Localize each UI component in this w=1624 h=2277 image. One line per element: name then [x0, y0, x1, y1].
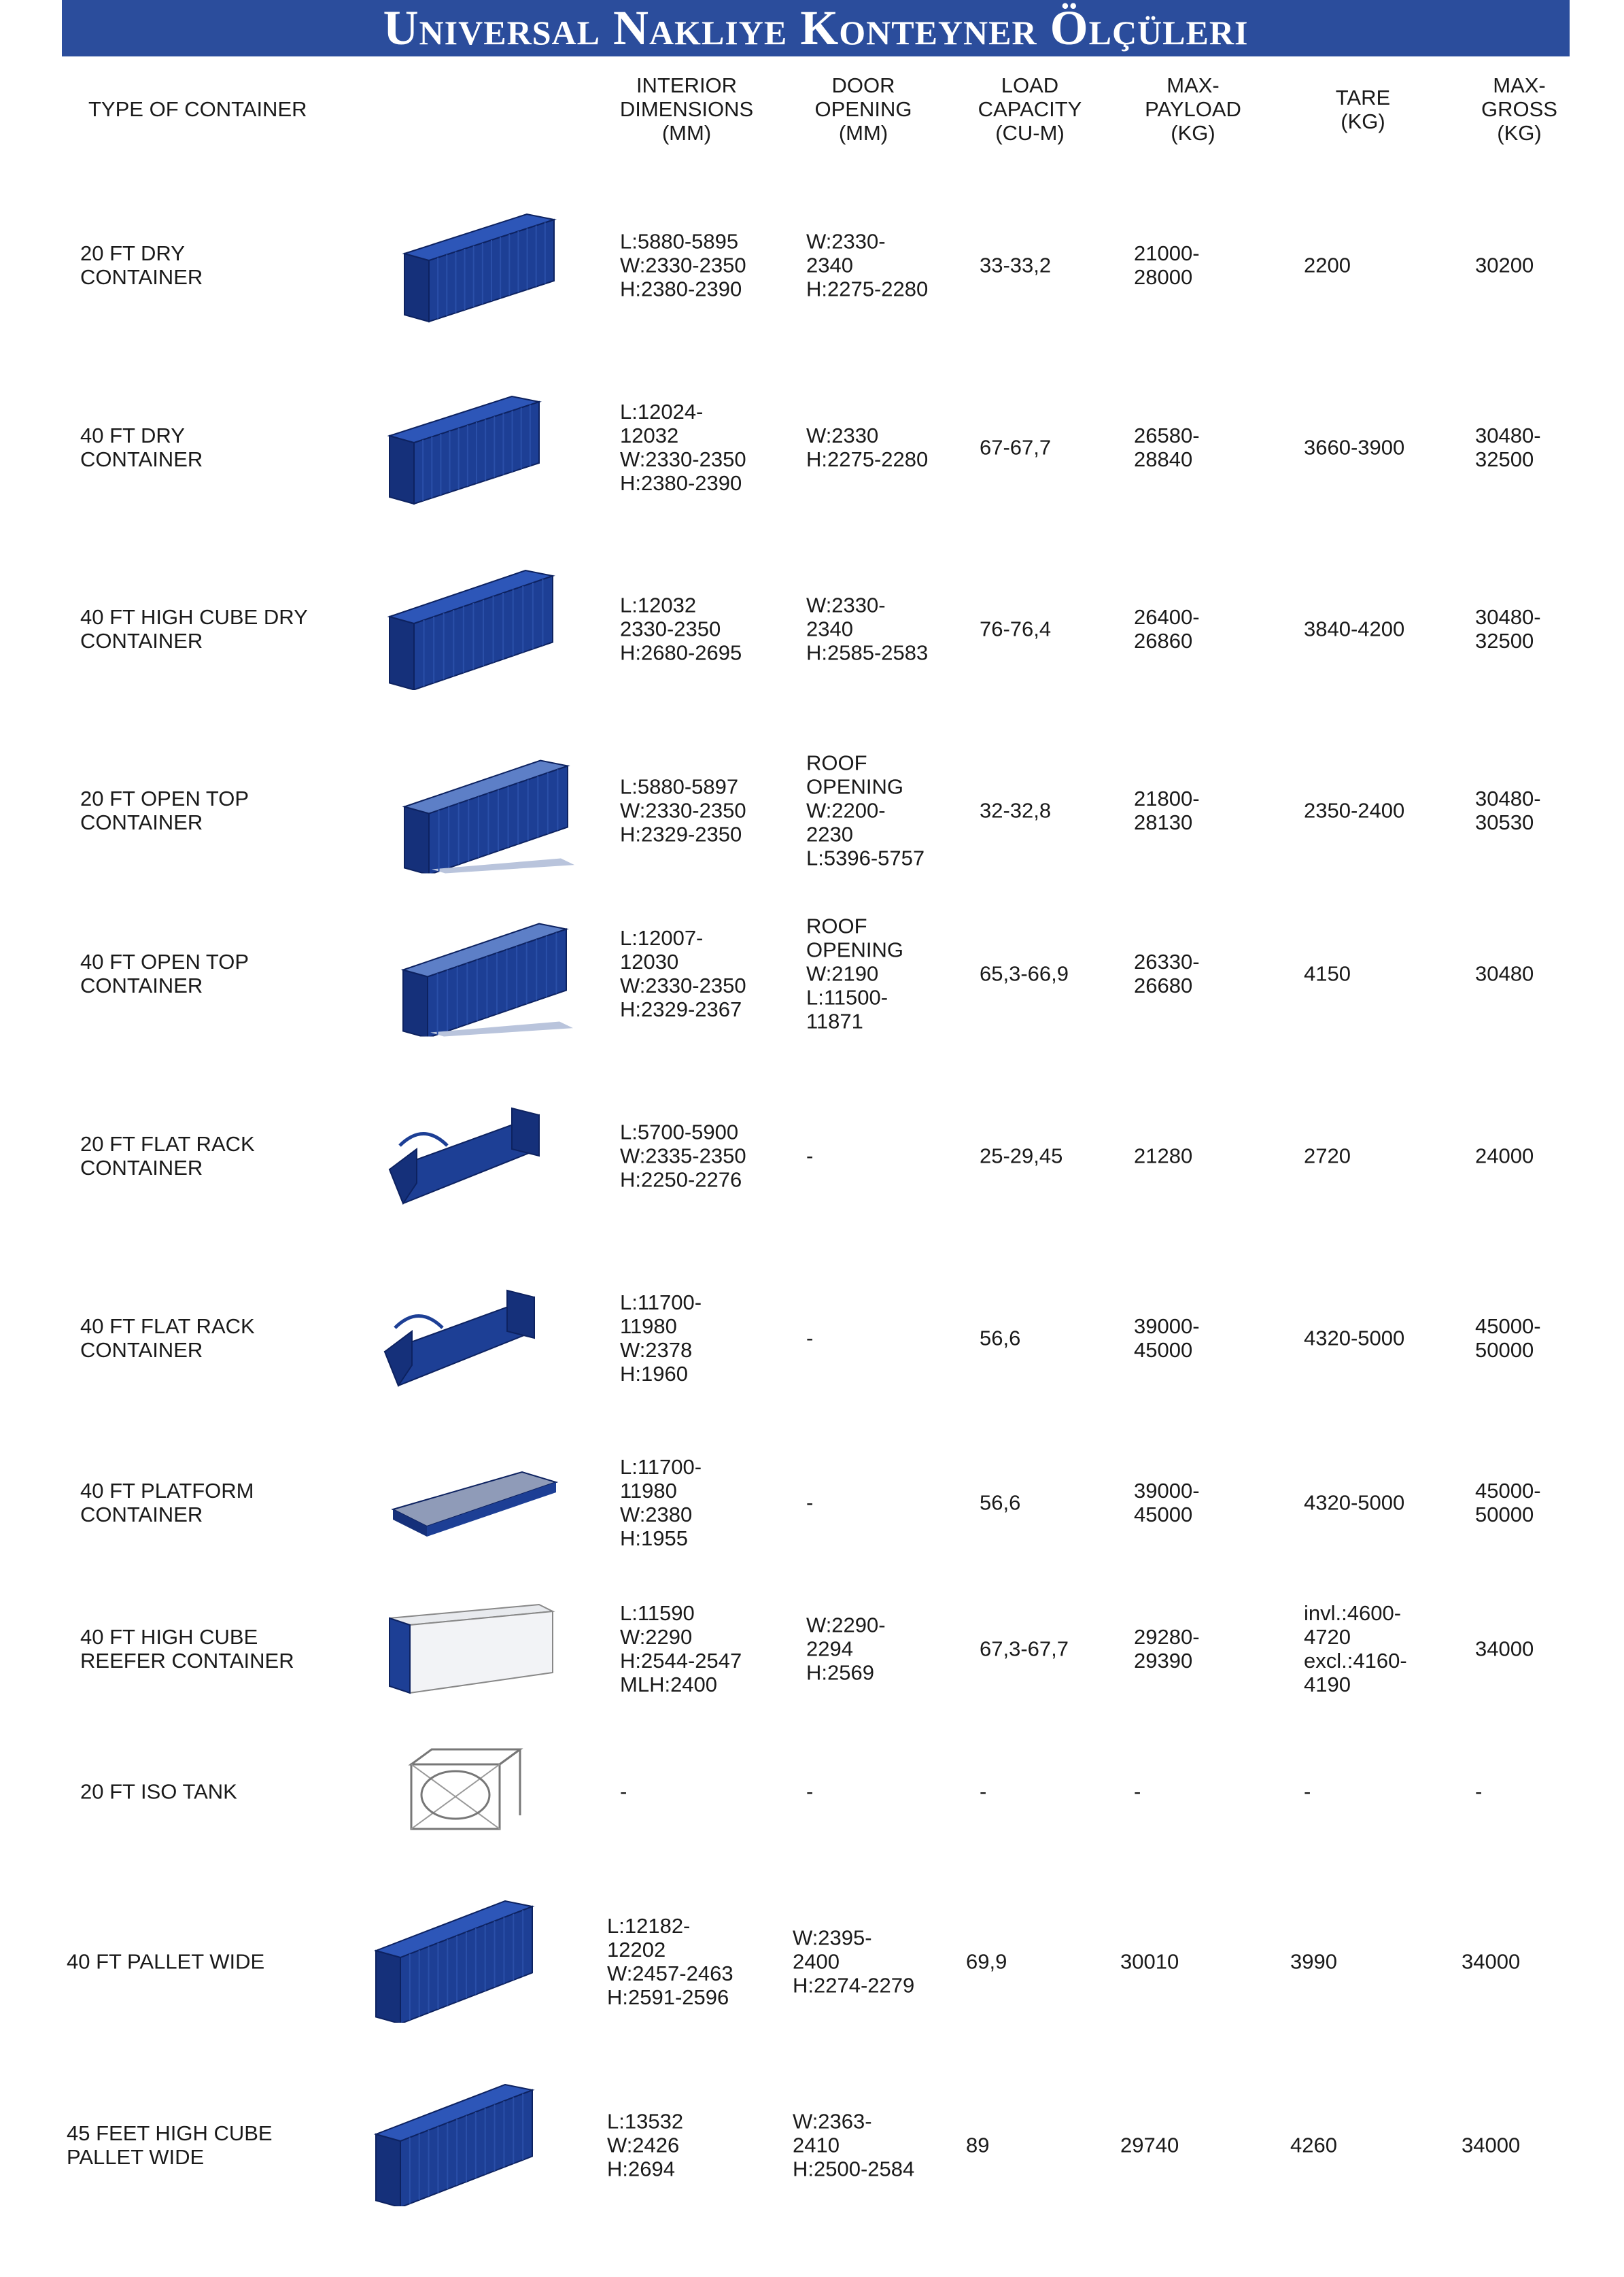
cell-door [806, 1326, 813, 1350]
interior-line: H:2329-2367 [620, 997, 742, 1021]
door-line: H:2275-2280 [806, 277, 929, 301]
type-line: REEFER CONTAINER [80, 1649, 294, 1673]
cell-load [980, 254, 1051, 277]
interior-line: 12202 [607, 1938, 666, 1962]
door-line: H:2585-2583 [806, 640, 929, 665]
type-line: CONTAINER [80, 1503, 203, 1526]
load-line: - [980, 1779, 987, 1804]
cell-interior [620, 1780, 627, 1804]
interior-line: W:2426 [607, 2133, 680, 2157]
pallet-wide-container-icon [369, 2084, 539, 2206]
gross-line: 45000- [1475, 1479, 1541, 1503]
cell-type [80, 1132, 255, 1180]
cell-load [980, 617, 1051, 641]
door-line: ROOF [806, 914, 867, 938]
type-line: 40 FT FLAT RACK [80, 1314, 255, 1338]
header-max-gross: MAX- GROSS (KG) [1481, 73, 1557, 145]
gross-line: 45000- [1475, 1314, 1541, 1338]
cell-tare [1304, 436, 1404, 460]
door-line: - [806, 1779, 814, 1804]
door-line: OPENING [806, 938, 903, 962]
type-line: 45 FEET HIGH CUBE [67, 2121, 273, 2145]
interior-line: H:2380-2390 [620, 277, 742, 301]
tare-line: 4190 [1304, 1673, 1351, 1696]
cell-interior [620, 1290, 702, 1386]
cell-type [80, 424, 203, 471]
door-line: W:2200- [806, 798, 886, 823]
interior-line: W:2457-2463 [607, 1962, 733, 1985]
door-line: 2340 [806, 617, 853, 641]
tare-line: - [1304, 1779, 1311, 1804]
payload-line: 26680 [1134, 974, 1193, 997]
high-cube-container-icon [383, 568, 559, 690]
interior-line: W:2330-2350 [620, 447, 746, 471]
type-line: CONTAINER [80, 265, 203, 289]
interior-line: H:2544-2547 [620, 1649, 742, 1673]
type-line: CONTAINER [80, 1156, 203, 1180]
payload-line: 29740 [1120, 2133, 1179, 2157]
cell-payload [1134, 1479, 1200, 1526]
interior-line: H:2694 [607, 2157, 675, 2181]
reefer-container-icon [383, 1598, 559, 1700]
cell-gross [1475, 1144, 1534, 1168]
payload-line: 45000 [1134, 1503, 1193, 1526]
cell-load [980, 436, 1051, 460]
open-top-container-icon [398, 748, 574, 874]
cell-payload [1120, 1950, 1179, 1974]
cell-gross [1475, 787, 1541, 834]
cell-interior [607, 2110, 683, 2181]
cell-payload [1134, 424, 1200, 471]
interior-line: H:1955 [620, 1526, 688, 1550]
door-line: OPENING [806, 774, 903, 799]
interior-line: W:2335-2350 [620, 1144, 746, 1168]
cell-gross [1475, 1479, 1541, 1526]
header-door-opening: DOOR OPENING (MM) [814, 73, 912, 145]
cell-door [806, 594, 928, 665]
cell-load [980, 1144, 1062, 1168]
load-line: 76-76,4 [980, 617, 1052, 641]
cell-gross [1462, 2134, 1520, 2157]
door-line: H:2274-2279 [793, 1973, 915, 1998]
cell-tare [1304, 1326, 1404, 1350]
gross-line: 50000 [1475, 1503, 1534, 1526]
interior-line: 11980 [620, 1479, 677, 1503]
load-line: 65,3-66,9 [980, 961, 1069, 986]
load-line: 67,3-67,7 [980, 1637, 1069, 1661]
interior-line: W:2330-2350 [620, 798, 746, 823]
payload-line: 39000- [1134, 1479, 1200, 1503]
cell-type [80, 1625, 294, 1673]
type-line: CONTAINER [80, 1338, 203, 1362]
cell-tare [1290, 1950, 1337, 1974]
cell-interior [620, 926, 746, 1021]
pallet-wide-container-icon [369, 1900, 539, 2023]
cell-gross [1475, 605, 1541, 653]
cell-payload [1134, 605, 1200, 653]
cell-interior [620, 1601, 742, 1696]
interior-line: H:2680-2695 [620, 640, 742, 665]
gross-line: 30200 [1475, 253, 1534, 277]
payload-line: 30010 [1120, 1949, 1179, 1974]
dry-container-icon [383, 390, 546, 505]
door-line: 2400 [793, 1949, 840, 1974]
cell-tare [1304, 1780, 1311, 1804]
gross-line: 50000 [1475, 1338, 1534, 1362]
door-line: - [806, 1326, 814, 1350]
gross-line: 32500 [1475, 447, 1534, 471]
cell-door [806, 230, 928, 301]
payload-line: 28000 [1134, 265, 1193, 289]
gross-line: 30480- [1475, 605, 1541, 629]
flat-rack-container-icon [376, 1101, 553, 1210]
cell-type [80, 1479, 254, 1526]
cell-gross [1475, 1780, 1482, 1804]
header-max-payload: MAX- PAYLOAD (KG) [1145, 73, 1241, 145]
payload-line: 26400- [1134, 605, 1200, 629]
payload-line: 28130 [1134, 810, 1193, 834]
cell-gross [1475, 254, 1534, 277]
platform-container-icon [386, 1465, 563, 1540]
type-line: 40 FT HIGH CUBE [80, 1625, 258, 1649]
interior-line: L:13532 [607, 2109, 684, 2134]
cell-load [980, 1637, 1069, 1661]
gross-line: - [1475, 1779, 1483, 1804]
cell-tare [1304, 799, 1404, 823]
interior-line: MLH:2400 [620, 1673, 718, 1696]
type-line: 20 FT DRY [80, 241, 185, 265]
payload-line: 28840 [1134, 447, 1193, 471]
cell-payload [1134, 1144, 1192, 1168]
door-line: 2410 [793, 2133, 840, 2157]
cell-interior [620, 775, 746, 846]
tare-line: 4260 [1290, 2133, 1337, 2157]
cell-payload [1134, 787, 1200, 834]
door-line: W:2290- [806, 1613, 886, 1637]
open-top-container-icon [396, 911, 573, 1037]
load-line: 69,9 [966, 1949, 1007, 1974]
payload-line: 21000- [1134, 241, 1200, 265]
type-line: CONTAINER [80, 447, 203, 471]
interior-line: 2330-2350 [620, 617, 721, 641]
interior-line: 12030 [620, 950, 679, 974]
cell-gross [1475, 962, 1534, 986]
header-load-capacity: LOAD CAPACITY (CU-M) [978, 73, 1082, 145]
door-line: H:2275-2280 [806, 447, 929, 471]
interior-line: 12032 [620, 424, 679, 447]
interior-line: L:5880-5895 [620, 229, 739, 254]
interior-line: H:2250-2276 [620, 1167, 742, 1192]
door-line: - [806, 1144, 814, 1168]
interior-line: L:12007- [620, 926, 704, 950]
cell-type [67, 1950, 264, 1974]
cell-door [806, 914, 903, 1033]
gross-line: 30480- [1475, 787, 1541, 810]
cell-tare [1304, 1144, 1351, 1168]
tare-line: 4150 [1304, 961, 1351, 986]
cell-interior [620, 230, 746, 301]
header-interior-dimensions: INTERIOR DIMENSIONS (MM) [619, 73, 754, 145]
cell-tare [1304, 962, 1351, 986]
cell-interior [607, 1914, 733, 2009]
gross-line: 34000 [1475, 1637, 1534, 1661]
load-line: 33-33,2 [980, 253, 1052, 277]
gross-line: 30480 [1475, 961, 1534, 986]
interior-line: L:11700- [620, 1455, 702, 1479]
cell-door [806, 1144, 813, 1168]
header-tare: TARE (KG) [1335, 86, 1391, 133]
gross-line: 30530 [1475, 810, 1534, 834]
door-line: H:2569 [806, 1660, 874, 1685]
cell-door [806, 1613, 886, 1685]
cell-type [80, 787, 249, 834]
door-line: W:2330- [806, 229, 886, 254]
interior-line: 11980 [620, 1314, 677, 1338]
interior-line: L:11590 [620, 1601, 695, 1625]
cell-tare [1304, 1491, 1404, 1515]
cell-type [80, 605, 308, 653]
payload-line: 26580- [1134, 424, 1200, 447]
type-line: CONTAINER [80, 810, 203, 834]
load-line: 25-29,45 [980, 1144, 1063, 1168]
load-line: 56,6 [980, 1326, 1021, 1350]
cell-door [806, 751, 925, 870]
gross-line: 24000 [1475, 1144, 1534, 1168]
load-line: 89 [966, 2133, 990, 2157]
flat-rack-container-icon [371, 1284, 548, 1392]
gross-line: 34000 [1462, 1949, 1521, 1974]
door-line: 2230 [806, 822, 853, 846]
cell-interior [620, 1120, 746, 1192]
cell-door [806, 424, 928, 471]
cell-type [80, 1780, 237, 1804]
cell-type [80, 241, 203, 289]
interior-line: W:2378 [620, 1338, 693, 1362]
cell-load [980, 799, 1051, 823]
type-line: 40 FT PALLET WIDE [67, 1949, 265, 1974]
tare-line: 3660-3900 [1304, 435, 1405, 460]
interior-line: W:2290 [620, 1625, 693, 1649]
cell-gross [1475, 424, 1541, 471]
cell-tare [1304, 1601, 1407, 1696]
iso-tank-icon [401, 1744, 530, 1839]
cell-tare [1290, 2134, 1337, 2157]
tare-line: 2350-2400 [1304, 798, 1405, 823]
load-line: 32-32,8 [980, 798, 1052, 823]
load-line: 67-67,7 [980, 435, 1052, 460]
cell-interior [620, 1455, 702, 1550]
dry-container-icon [398, 207, 561, 323]
page-title: Universal Nakliye Konteyner Ölçüleri [62, 0, 1570, 56]
type-line: CONTAINER [80, 629, 203, 653]
cell-type [80, 1314, 255, 1362]
interior-line: H:2329-2350 [620, 822, 742, 846]
cell-load [980, 1491, 1020, 1515]
door-line: - [806, 1490, 814, 1515]
interior-line: H:2380-2390 [620, 471, 742, 495]
interior-line: W:2330-2350 [620, 974, 746, 997]
tare-line: 4320-5000 [1304, 1326, 1405, 1350]
interior-line: H:1960 [620, 1362, 688, 1386]
cell-payload [1134, 241, 1200, 289]
cell-payload [1134, 1314, 1200, 1362]
cell-door [793, 1926, 914, 1998]
payload-line: 29280- [1134, 1625, 1200, 1649]
payload-line: 21280 [1134, 1144, 1193, 1168]
interior-line: L:12024- [620, 400, 704, 424]
interior-line: L:5880-5897 [620, 774, 739, 799]
type-line: 20 FT FLAT RACK [80, 1132, 255, 1156]
type-line: 20 FT ISO TANK [80, 1779, 237, 1804]
interior-line: H:2591-2596 [607, 1985, 729, 2009]
cell-door [806, 1491, 813, 1515]
gross-line: 32500 [1475, 629, 1534, 653]
cell-tare [1304, 254, 1351, 277]
tare-line: 4320-5000 [1304, 1490, 1405, 1515]
door-line: L:5396-5757 [806, 846, 925, 870]
type-line: PALLET WIDE [67, 2145, 205, 2169]
interior-line: L:5700-5900 [620, 1120, 739, 1144]
gross-line: 30480- [1475, 424, 1541, 447]
payload-line: 26330- [1134, 950, 1200, 974]
door-line: W:2330- [806, 593, 886, 617]
type-line: 40 FT HIGH CUBE DRY [80, 605, 308, 629]
tare-line: excl.:4160- [1304, 1649, 1407, 1673]
interior-line: W:2380 [620, 1503, 693, 1526]
cell-load [966, 1950, 1007, 1974]
header-type-of-container: TYPE OF CONTAINER [88, 97, 307, 121]
payload-line: 39000- [1134, 1314, 1200, 1338]
payload-line: 29390 [1134, 1649, 1193, 1673]
payload-line: - [1134, 1779, 1141, 1804]
door-line: 11871 [806, 1009, 863, 1033]
cell-door [793, 2110, 914, 2181]
cell-payload [1134, 1625, 1200, 1673]
interior-line: - [620, 1779, 627, 1804]
interior-line: L:12182- [607, 1914, 691, 1938]
cell-payload [1120, 2134, 1179, 2157]
interior-line: W:2330-2350 [620, 253, 746, 277]
door-line: H:2500-2584 [793, 2157, 915, 2181]
interior-line: L:12032 [620, 593, 697, 617]
gross-line: 34000 [1462, 2133, 1521, 2157]
cell-load [966, 2134, 989, 2157]
cell-load [980, 1326, 1020, 1350]
cell-interior [620, 400, 746, 495]
load-line: 56,6 [980, 1490, 1021, 1515]
door-line: L:11500- [806, 985, 888, 1010]
cell-gross [1475, 1637, 1534, 1661]
tare-line: 3990 [1290, 1949, 1337, 1974]
tare-line: 4720 [1304, 1625, 1351, 1649]
cell-payload [1134, 950, 1200, 997]
door-line: ROOF [806, 751, 867, 775]
cell-gross [1462, 1950, 1520, 1974]
door-line: 2294 [806, 1637, 853, 1661]
cell-tare [1304, 617, 1404, 641]
door-line: W:2330 [806, 424, 879, 447]
cell-door [806, 1780, 813, 1804]
cell-load [980, 1780, 986, 1804]
cell-gross [1475, 1314, 1541, 1362]
payload-line: 26860 [1134, 629, 1193, 653]
type-line: 20 FT OPEN TOP [80, 787, 249, 810]
type-line: 40 FT DRY [80, 424, 185, 447]
tare-line: invl.:4600- [1304, 1601, 1402, 1625]
cell-type [80, 950, 249, 997]
cell-interior [620, 594, 742, 665]
interior-line: L:11700- [620, 1290, 702, 1314]
tare-line: 3840-4200 [1304, 617, 1405, 641]
door-line: W:2190 [806, 961, 879, 986]
tare-line: 2720 [1304, 1144, 1351, 1168]
door-line: 2340 [806, 253, 853, 277]
type-line: 40 FT PLATFORM [80, 1479, 254, 1503]
cell-type [67, 2121, 273, 2169]
door-line: W:2395- [793, 1925, 872, 1950]
type-line: 40 FT OPEN TOP [80, 950, 249, 974]
type-line: CONTAINER [80, 974, 203, 997]
door-line: W:2363- [793, 2109, 872, 2134]
cell-payload [1134, 1780, 1141, 1804]
payload-line: 45000 [1134, 1338, 1193, 1362]
cell-load [980, 962, 1069, 986]
payload-line: 21800- [1134, 787, 1200, 810]
tare-line: 2200 [1304, 253, 1351, 277]
